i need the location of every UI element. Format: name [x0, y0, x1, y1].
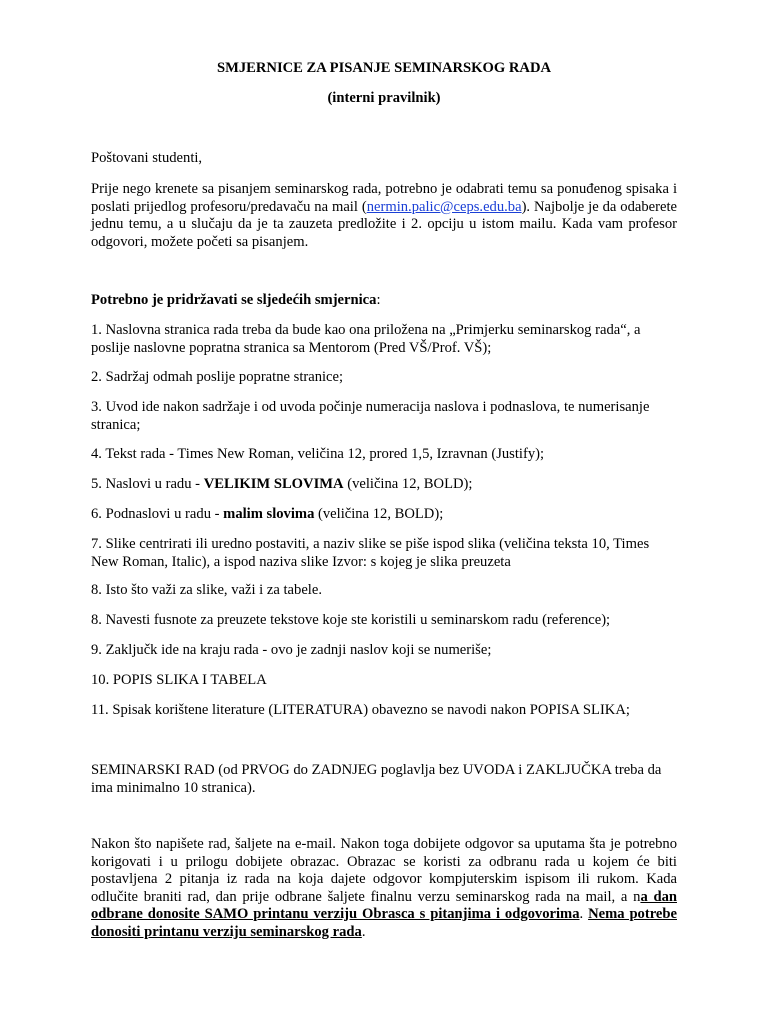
guideline-item-11: 11. Spisak korištene literature (LITERATURA) obavezno se navodi nakon POPISA SLIKA; [91, 702, 630, 718]
guidelines-heading-colon: : [376, 292, 381, 308]
closing-separator: . [579, 906, 589, 922]
guideline-item-7: 7. Slike centrirati ili uredno postaviti, a naziv slike se piše ispod slika (veličina teksta 10, Times New Roman, Italic), a ispod naziva slike Izvor: s kojeg je slika preuzeta [91, 536, 650, 570]
guideline-item-6 [91, 506, 677, 524]
document-title: SMJERNICE ZA PISANJE SEMINARSKOG RADA [216, 60, 552, 76]
intro-text-before-email: Prije nego krenete sa pisanjem seminarskog rada, potrebno je odabrati temu sa ponuđenog spisaka i poslati prijedlog profesoru/predavaču na mail ( [91, 181, 677, 215]
guidelines-heading-text: Potrebno je pridržavati se sljedećih smjernica [91, 292, 377, 308]
document-subtitle: (interni pravilnik) [327, 90, 441, 106]
intro-paragraph [91, 181, 677, 251]
closing-emphasis-1: a dan odbrane donosite SAMO printanu verziju Obrasca s pitanjima i odgovorima [91, 888, 677, 922]
closing-paragraph [91, 836, 677, 941]
seminar-length-note: SEMINARSKI RAD (od PRVOG do ZADNJEG poglavlja bez UVODA i ZAKLJUČKA treba da ima minimalno 10 stranica). [91, 762, 662, 796]
guideline-item-10: 10. POPIS SLIKA I TABELA [91, 672, 267, 688]
guideline-item-8b: 8. Navesti fusnote za preuzete tekstove koje ste koristili u seminarskom radu (reference); [91, 612, 611, 628]
guideline-item-5 [91, 476, 677, 494]
closing-emphasis-2: Nema potrebe donositi printanu verziju seminarskog rada [91, 906, 677, 940]
item-5-suffix: (veličina 12, BOLD); [343, 476, 473, 492]
item-5-bold: VELIKIM SLOVIMA [203, 476, 344, 492]
guideline-item-9: 9. Zaključk ide na kraju rada - ovo je zadnji naslov koji se numeriše; [91, 642, 492, 658]
guideline-item-8a: 8. Isto što važi za slike, važi i za tabele. [91, 582, 322, 598]
closing-end: . [361, 923, 366, 940]
guideline-item-4: 4. Tekst rada - Times New Roman, veličina 12, prored 1,5, Izravnan (Justify); [91, 446, 545, 462]
item-5-prefix: 5. Naslovi u radu - [91, 476, 204, 492]
guidelines-heading [91, 292, 677, 310]
item-6-suffix: (veličina 12, BOLD); [314, 506, 444, 522]
guideline-item-3: 3. Uvod ide nakon sadržaje i od uvoda počinje numeracija naslova i podnaslova, te numerisanje stranica; [91, 399, 650, 433]
guideline-item-2: 2. Sadržaj odmah poslije popratne stranice; [91, 369, 344, 385]
intro-text-after-email: ). Najbolje je da odaberete jednu temu, a u slučaju da je ta zauzeta predložite i 2. opciju u istom mailu. Kada vam profesor odgovori, možete početi sa pisanjem. [91, 198, 678, 250]
greeting: Poštovani studenti, [91, 150, 203, 166]
email-link[interactable]: nermin.palic@ceps.edu.ba [366, 198, 522, 215]
closing-text: Nakon što napišete rad, šaljete na e-mail. Nakon toga dobijete odgovor sa uputama šta je potrebno korigovati i u prilogu dobijete obrazac. Obrazac se koristi za odbranu rada u kojem će biti postavljena 2 pitanja iz rada na koja dajete odgovor kompjuterskim ispisom ili rukom. Kada odlučite braniti rad, dan prije odbrane šaljete finalnu verzu seminarskog rada na mail, a n [91, 836, 677, 905]
guideline-item-1: 1. Naslovna stranica rada treba da bude kao ona priložena na „Primjerku seminarskog rada“, a poslije naslovne popratna stranica sa Mentorom (Pred VŠ/Prof. VŠ); [91, 322, 641, 356]
item-6-bold: malim slovima [223, 506, 315, 522]
item-6-prefix: 6. Podnaslovi u radu - [91, 506, 224, 522]
